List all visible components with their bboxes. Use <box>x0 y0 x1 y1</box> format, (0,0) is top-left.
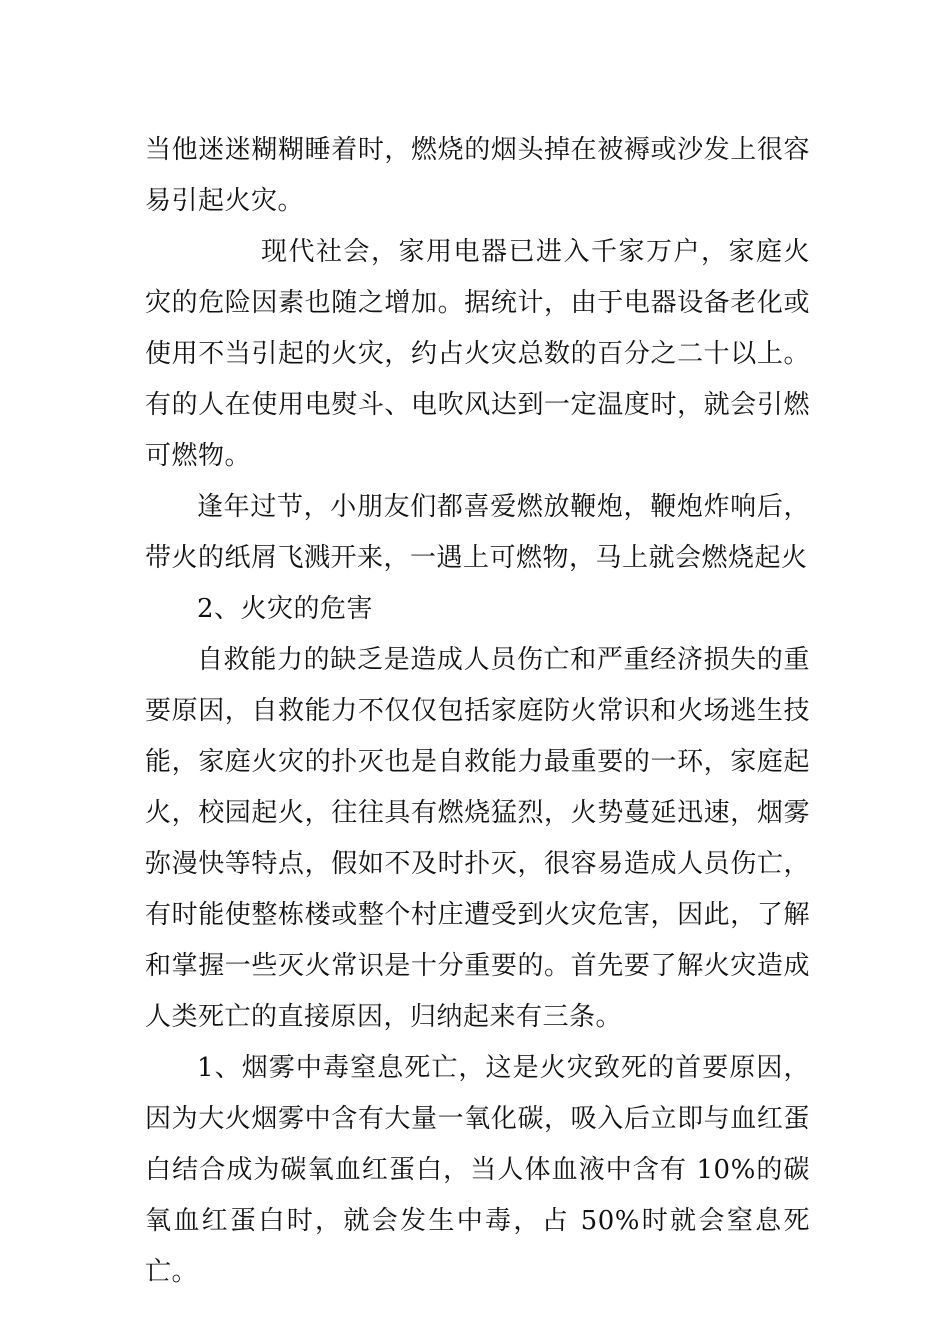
paragraph-smoke-poisoning: 1、烟雾中毒窒息死亡，这是火灾致死的首要原因，因为大火烟雾中含有大量一氧化碳，吸入后立即与血红蛋白结合成为碳氧血红蛋白，当人体血液中含有 10%的碳氧血红蛋白时，就会发生中毒，占 50%时就会窒息死亡。 <box>145 1053 810 1287</box>
paragraph-self-rescue: 自救能力的缺乏是造成人员伤亡和严重经济损失的重要原因，自救能力不仅仅包括家庭防火常识和火场逃生技能，家庭火灾的扑灭也是自救能力最重要的一环，家庭起火，校园起火，往往具有燃烧猛烈，火势蔓延迅速，烟雾弥漫快等特点，假如不及时扑灭，很容易造成人员伤亡，有时能使整栋楼或整个村庄遭受到火灾危害，因此，了解和掌握一些灭火常识是十分重要的。首先要了解火灾造成人类死亡的直接原因，归纳起来有三条。 <box>145 645 810 1032</box>
section-heading-fire-hazards: 2、火灾的危害 <box>197 594 374 624</box>
paragraph-appliances: 现代社会，家用电器已进入千家万户，家庭火灾的危险因素也随之增加。据统计，由于电器设备老化或使用不当引起的火灾，约占火灾总数的百分之二十以上。有的人在使用电熨斗、电吹风达到一定温度时，就会引燃可燃物。 <box>145 237 810 471</box>
paragraph-continuation: 当他迷迷糊糊睡着时，燃烧的烟头掉在被褥或沙发上很容易引起火灾。 <box>145 135 810 216</box>
paragraph-firecrackers: 逢年过节，小朋友们都喜爱燃放鞭炮，鞭炮炸响后，带火的纸屑飞溅开来，一遇上可燃物，马上就会燃烧起火 <box>145 492 810 573</box>
document-body <box>145 125 810 1298</box>
